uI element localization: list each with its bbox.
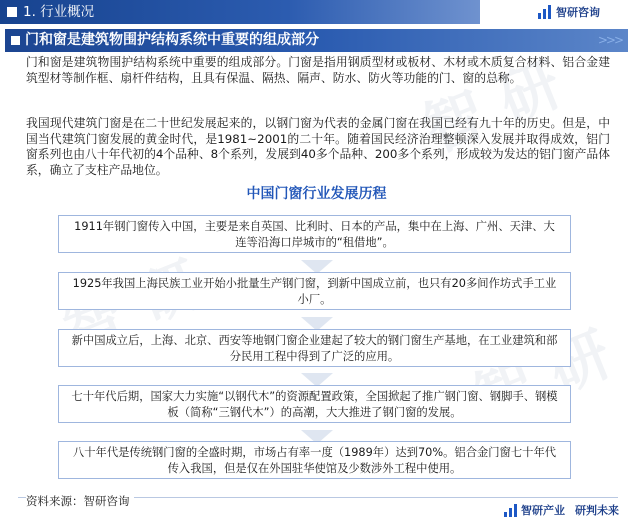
footer-brand-left: 智研产业 <box>521 504 565 517</box>
watermark: 智 研 <box>463 318 621 437</box>
timeline-heading: 中国门窗行业发展历程 <box>246 186 387 202</box>
timeline-item: 八十年代是传统钢门窗的全盛时期，市场占有率一度（1989年）达到70%。铝合金门窗七十年代传入我国，但是仅在外国驻华使馆及少数涉外工程中使用。 <box>58 441 571 479</box>
footer-brand <box>504 502 619 518</box>
timeline-item: 1911年钢门窗传入中国，主要是来自英国、比利时、日本的产品，集中在上海、广州、天津、大连等沿海口岸城市的“租借地”。 <box>58 215 571 253</box>
banner-marker-icon <box>11 36 20 45</box>
intro-paragraph: 门和窗是建筑物围护结构系统中重要的组成部分。门窗是指用钢质型材或板材、木材或木质复合材料、铝合金建筑型材等制作框、扇杆件结构，且具有保温、隔热、隔声、防水、防火等功能的门、窗的总称。 <box>26 55 610 85</box>
bar-chart-logo-icon <box>538 5 552 19</box>
data-source: 资料来源：智研咨询 <box>26 493 134 509</box>
header-brand <box>538 4 600 20</box>
chevron-right-icon: >>> <box>597 33 622 47</box>
history-paragraph: 我国现代建筑门窗是在二十世纪发展起来的，以钢门窗为代表的金属门窗在我国已经有九十年的历史。但是，中国当代建筑门窗发展的黄金时代，是1981~2001的二十年。随着国民经济治理整顿深入发展并取得成效，铝门窗系列也由八十年代初的4个品种、8个系列，发展到40多个品种、200多个系列，形成较为发达的铝门窗产品体系，确立了支柱产品地位。 <box>26 116 610 177</box>
timeline-item: 新中国成立后，上海、北京、西安等地钢门窗企业建起了较大的钢门窗生产基地，在工业建筑和部分民用工程中得到了广泛的应用。 <box>58 329 571 367</box>
section-title: 1. 行业概况 <box>23 4 95 20</box>
timeline-item: 七十年代后期，国家大力实施“以钢代木”的资源配置政策，全国掀起了推广钢门窗、钢脚手、钢模板（简称“三钢代木”）的高潮，大大推进了钢门窗的发展。 <box>58 385 571 423</box>
bar-chart-logo-icon <box>504 504 517 517</box>
section-marker-icon <box>7 7 17 17</box>
title-banner <box>5 29 628 52</box>
timeline-item: 1925年我国上海民族工业开始小批量生产钢门窗，到新中国成立前，也只有20多间作坊式手工业小厂。 <box>58 272 571 310</box>
watermark: 智 <box>53 279 136 367</box>
footer-brand-right: 研判未来 <box>575 504 619 517</box>
brand-name: 智研咨询 <box>556 6 600 19</box>
page-title: 门和窗是建筑物围护结构系统中重要的组成部分 <box>25 32 319 48</box>
watermark: 智 研 <box>413 48 571 167</box>
